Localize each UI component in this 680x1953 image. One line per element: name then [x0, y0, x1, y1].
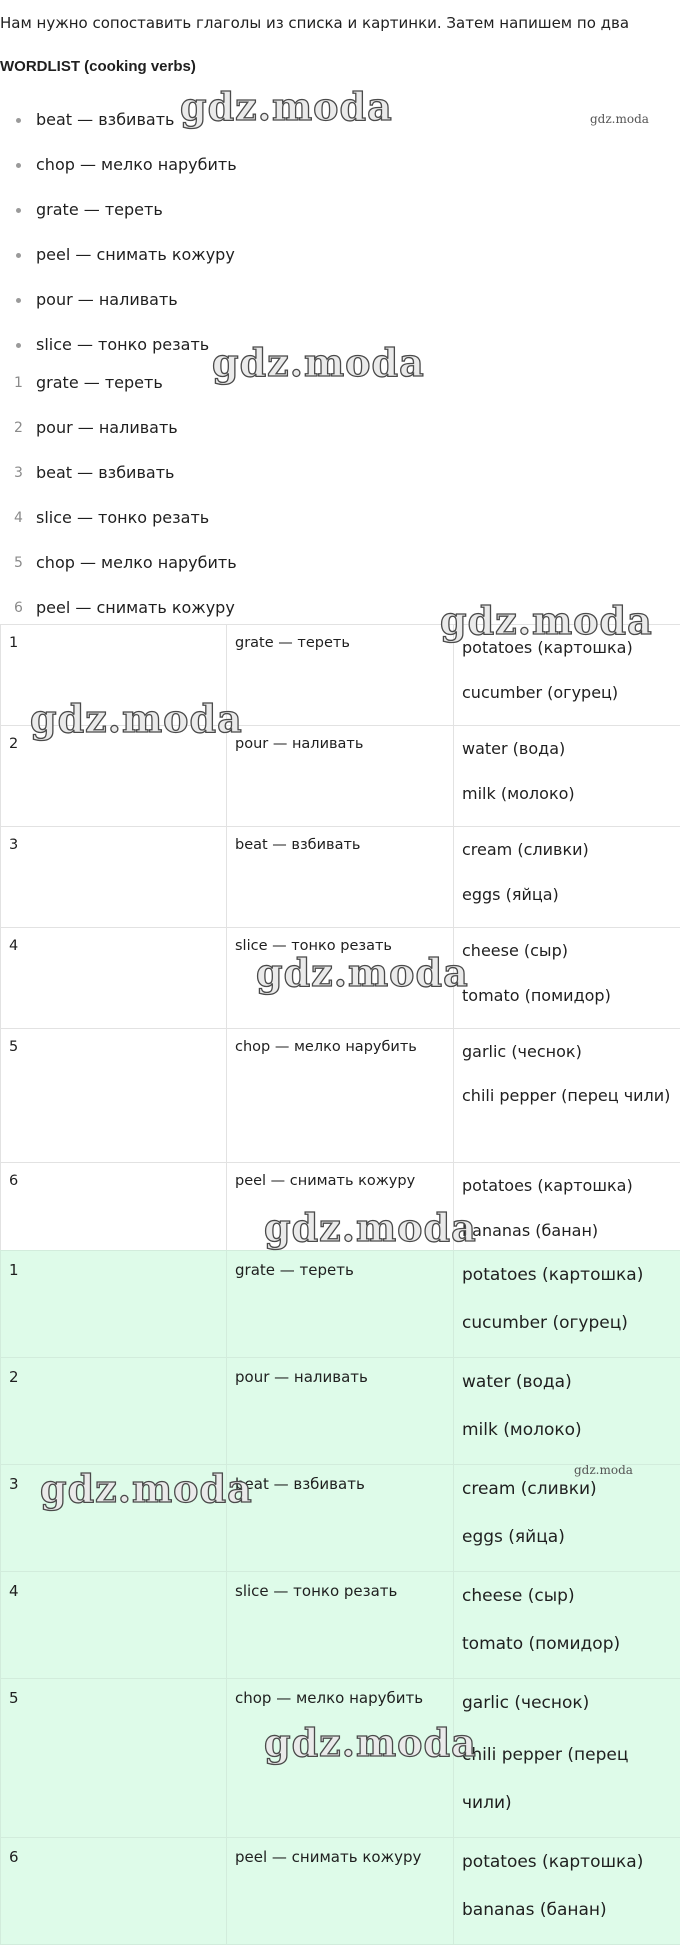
- list-item: 1 grate — тереть: [14, 373, 163, 392]
- row-number: 3: [1, 1465, 227, 1572]
- watermark: gdz.moda: [180, 84, 393, 129]
- items-cell: potatoes (картошка) cucumber (огурец): [454, 1251, 680, 1358]
- answers-table-highlighted: [0, 1250, 680, 1945]
- table-row: [1, 726, 680, 827]
- list-item: 3 beat — взбивать: [14, 463, 175, 482]
- bullet-icon: [16, 298, 21, 303]
- table-row: [1, 1251, 680, 1358]
- items-cell: garlic (чеснок) chili pepper (перец чили): [454, 1679, 680, 1838]
- answers-table: [0, 624, 680, 1264]
- table-row: [1, 827, 680, 928]
- bullet-icon: [16, 118, 21, 123]
- list-item: chop — мелко нарубить: [0, 152, 680, 197]
- watermark: gdz.moda: [30, 696, 243, 741]
- verb-cell: pour — наливать: [227, 1358, 454, 1465]
- row-number: 4: [1, 928, 227, 1029]
- row-number: 5: [1, 1679, 227, 1838]
- bullet-icon: [16, 343, 21, 348]
- watermark: gdz.moda: [440, 598, 653, 643]
- wordlist-bullets: [0, 107, 680, 377]
- list-item: peel — снимать кожуру: [0, 242, 680, 287]
- verb-cell: beat — взбивать: [227, 827, 454, 928]
- items-cell: water (вода) milk (молоко): [454, 1358, 680, 1465]
- row-number: 4: [1, 1572, 227, 1679]
- verb-cell: slice — тонко резать: [227, 1572, 454, 1679]
- table-row: [1, 1358, 680, 1465]
- matched-verbs-list: [0, 370, 680, 640]
- watermark: gdz.moda: [212, 340, 425, 385]
- verb-cell: slice — тонко резать: [227, 928, 454, 1029]
- bullet-icon: [16, 208, 21, 213]
- verb-cell: grate — тереть: [227, 1251, 454, 1358]
- items-cell: potatoes (картошка) bananas (банан): [454, 1838, 680, 1945]
- table-row: [1, 1029, 680, 1163]
- items-cell: potatoes (картошка) bananas (банан): [454, 1163, 680, 1264]
- list-item: slice — тонко резать: [0, 332, 680, 377]
- verb-cell: beat — взбивать: [227, 1465, 454, 1572]
- watermark: gdz.moda: [590, 112, 649, 126]
- list-item: beat — взбивать: [0, 107, 680, 152]
- row-number: 6: [1, 1838, 227, 1945]
- verb-cell: peel — снимать кожуру: [227, 1838, 454, 1945]
- row-number: 2: [1, 1358, 227, 1465]
- verb-cell: pour — наливать: [227, 726, 454, 827]
- watermark: gdz.moda: [40, 1466, 253, 1511]
- verb-cell: chop — мелко нарубить: [227, 1679, 454, 1838]
- watermark: gdz.moda: [574, 1463, 633, 1477]
- items-cell: garlic (чеснок) chili pepper (перец чили): [454, 1029, 680, 1163]
- row-number: 6: [1, 1163, 227, 1264]
- watermark: gdz.moda: [256, 950, 469, 995]
- watermark: gdz.moda: [264, 1205, 477, 1250]
- table-row: [1, 1163, 680, 1264]
- row-number: 2: [1, 726, 227, 827]
- items-cell: cheese (сыр) tomato (помидор): [454, 1572, 680, 1679]
- row-number: 3: [1, 827, 227, 928]
- list-item: 2 pour — наливать: [14, 418, 178, 437]
- wordlist-title: WORDLIST (cooking verbs): [0, 58, 196, 75]
- items-cell: cream (сливки) eggs (яйца): [454, 1465, 680, 1572]
- row-number: 1: [1, 625, 227, 726]
- bullet-icon: [16, 253, 21, 258]
- list-item: 4 slice — тонко резать: [14, 508, 210, 527]
- list-item: 5 chop — мелко нарубить: [14, 553, 237, 572]
- row-number: 5: [1, 1029, 227, 1163]
- table-row: [1, 1572, 680, 1679]
- verb-cell: peel — снимать кожуру: [227, 1163, 454, 1264]
- items-cell: potatoes (картошка) cucumber (огурец): [454, 625, 680, 726]
- intro-text: Нам нужно сопоставить глаголы из списка и картинки. Затем напишем по два: [0, 14, 630, 32]
- items-cell: cheese (сыр) tomato (помидор): [454, 928, 680, 1029]
- row-number: 1: [1, 1251, 227, 1358]
- items-cell: cream (сливки) eggs (яйца): [454, 827, 680, 928]
- items-cell: water (вода) milk (молоко): [454, 726, 680, 827]
- table-row: [1, 1838, 680, 1945]
- table-row: [1, 1679, 680, 1838]
- verb-cell: chop — мелко нарубить: [227, 1029, 454, 1163]
- verb-cell: grate — тереть: [227, 625, 454, 726]
- list-item: 6 peel — снимать кожуру: [14, 598, 235, 617]
- table-row: [1, 1465, 680, 1572]
- watermark: gdz.moda: [264, 1720, 477, 1765]
- bullet-icon: [16, 163, 21, 168]
- list-item: grate — тереть: [0, 197, 680, 242]
- table-row: [1, 928, 680, 1029]
- table-row: [1, 625, 680, 726]
- list-item: pour — наливать: [0, 287, 680, 332]
